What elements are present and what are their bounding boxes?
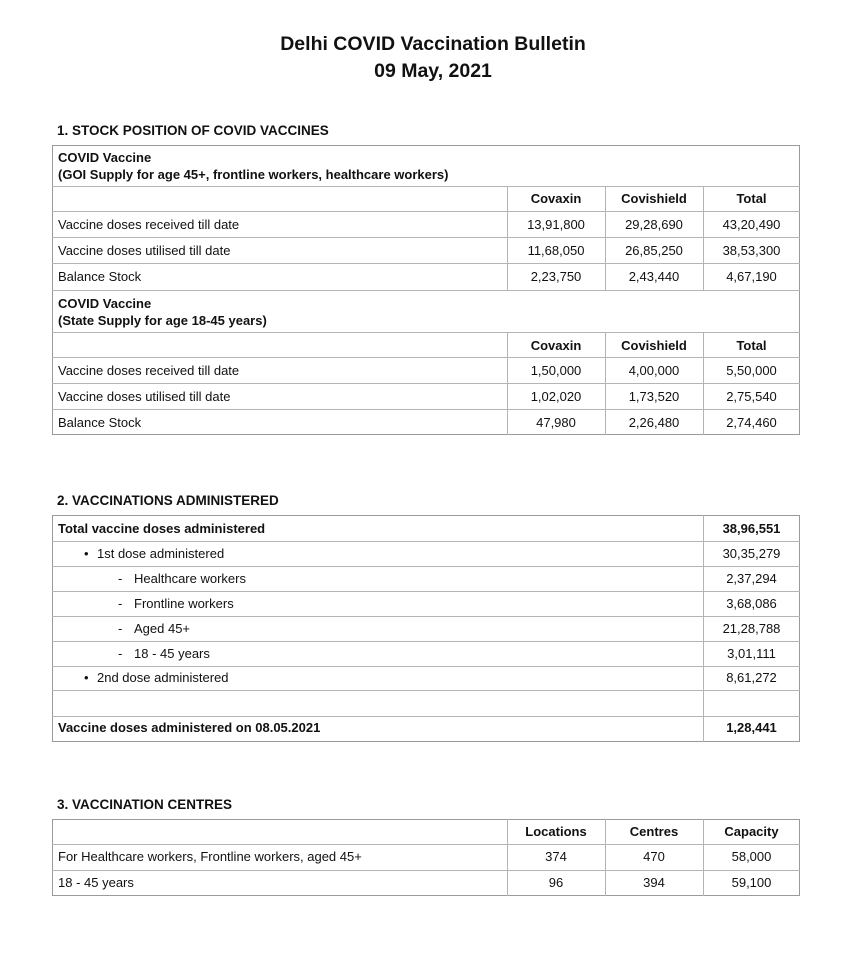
centres-cell: 374 (545, 849, 567, 864)
centres-cell: 58,000 (731, 849, 772, 864)
goi-row-label: Vaccine doses received till date (58, 217, 240, 232)
rule (52, 616, 800, 617)
vaccinations-section-heading: 2. VACCINATIONS ADMINISTERED (57, 493, 279, 508)
aged-45-label: Aged 45+ (134, 621, 191, 636)
rule (52, 332, 800, 333)
second-dose-value: 8,61,272 (726, 670, 777, 685)
healthcare-workers-label: Healthcare workers (134, 571, 246, 586)
rule (52, 716, 800, 717)
state-cell: 2,74,460 (726, 415, 777, 430)
centres-row-label: 18 - 45 years (58, 875, 134, 890)
state-subtitle: (State Supply for age 18-45 years) (58, 313, 267, 328)
state-row-label: Balance Stock (58, 415, 142, 430)
first-dose-label: 1st dose administered (97, 546, 225, 561)
healthcare-workers-value: 2,37,294 (726, 571, 777, 586)
state-row-label: Vaccine doses received till date (58, 363, 240, 378)
frontline-workers-value: 3,68,086 (726, 596, 777, 611)
rule (52, 383, 800, 384)
age-18-45-value: 3,01,111 (727, 646, 776, 661)
bulletin-title: Delhi COVID Vaccination Bulletin (280, 33, 586, 55)
state-cell: 5,50,000 (726, 363, 777, 378)
frontline-workers-label: Frontline workers (134, 596, 234, 611)
dash: - (118, 646, 123, 661)
rule (52, 844, 800, 845)
goi-row-label: Vaccine doses utilised till date (58, 243, 231, 258)
rule (52, 566, 800, 567)
rule (52, 290, 800, 291)
state-row-label: Vaccine doses utilised till date (58, 389, 231, 404)
rule (52, 870, 800, 871)
goi-col-covaxin: Covaxin (530, 191, 582, 206)
goi-cell: 2,23,750 (530, 269, 582, 284)
total-doses-value: 38,96,551 (722, 521, 781, 536)
rule (52, 541, 800, 542)
bulletin-date: 09 May, 2021 (374, 60, 492, 82)
centres-col-centres: Centres (629, 824, 679, 839)
rule (52, 237, 800, 238)
state-col-total: Total (736, 338, 767, 353)
centres-col-locations: Locations (525, 824, 587, 839)
aged-45-value: 21,28,788 (722, 621, 781, 636)
first-dose-value: 30,35,279 (722, 546, 781, 561)
daily-doses-value: 1,28,441 (726, 720, 777, 735)
centres-cell: 96 (548, 875, 564, 890)
state-cell: 2,26,480 (628, 415, 680, 430)
total-doses-label: Total vaccine doses administered (58, 521, 266, 536)
goi-row-label: Balance Stock (58, 269, 142, 284)
goi-cell: 13,91,800 (527, 217, 585, 232)
centres-col-capacity: Capacity (724, 824, 779, 839)
rule (52, 690, 800, 691)
goi-cell: 38,53,300 (722, 243, 781, 258)
centres-cell: 59,100 (731, 875, 772, 890)
age-18-45-label: 18 - 45 years (134, 646, 210, 661)
bullet: • (84, 670, 89, 685)
goi-col-total: Total (736, 191, 767, 206)
goi-cell: 4,67,190 (726, 269, 777, 284)
goi-cell: 2,43,440 (628, 269, 680, 284)
state-cell: 2,75,540 (726, 389, 777, 404)
state-title: COVID Vaccine (58, 296, 152, 311)
centres-cell: 394 (643, 875, 665, 890)
rule (52, 263, 800, 264)
goi-cell: 29,28,690 (625, 217, 683, 232)
rule (52, 591, 800, 592)
rule (52, 357, 800, 358)
dash: - (118, 621, 123, 636)
state-cell: 1,50,000 (530, 363, 582, 378)
goi-cell: 26,85,250 (625, 243, 683, 258)
second-dose-label: 2nd dose administered (97, 670, 229, 685)
rule (52, 186, 800, 187)
state-col-covaxin: Covaxin (530, 338, 582, 353)
rule (52, 666, 800, 667)
goi-title: COVID Vaccine (58, 150, 152, 165)
state-cell: 1,02,020 (530, 389, 582, 404)
centres-section-heading: 3. VACCINATION CENTRES (57, 797, 233, 812)
state-cell: 1,73,520 (628, 389, 680, 404)
rule (52, 211, 800, 212)
stock-section-heading: 1. STOCK POSITION OF COVID VACCINES (57, 123, 329, 138)
rule (52, 641, 800, 642)
state-cell: 4,00,000 (628, 363, 680, 378)
goi-subtitle: (GOI Supply for age 45+, frontline workers, healthcare workers) (58, 167, 449, 182)
dash: - (118, 571, 123, 586)
state-cell: 47,980 (536, 415, 576, 430)
state-col-covishield: Covishield (621, 338, 687, 353)
bullet: • (84, 546, 89, 561)
dash: - (118, 596, 123, 611)
goi-cell: 43,20,490 (722, 217, 781, 232)
goi-col-covishield: Covishield (621, 191, 687, 206)
goi-cell: 11,68,050 (527, 243, 585, 258)
centres-row-label: For Healthcare workers, Frontline workers, aged 45+ (58, 849, 362, 864)
rule (52, 409, 800, 410)
centres-cell: 470 (643, 849, 665, 864)
daily-doses-label: Vaccine doses administered on 08.05.2021 (58, 720, 321, 735)
